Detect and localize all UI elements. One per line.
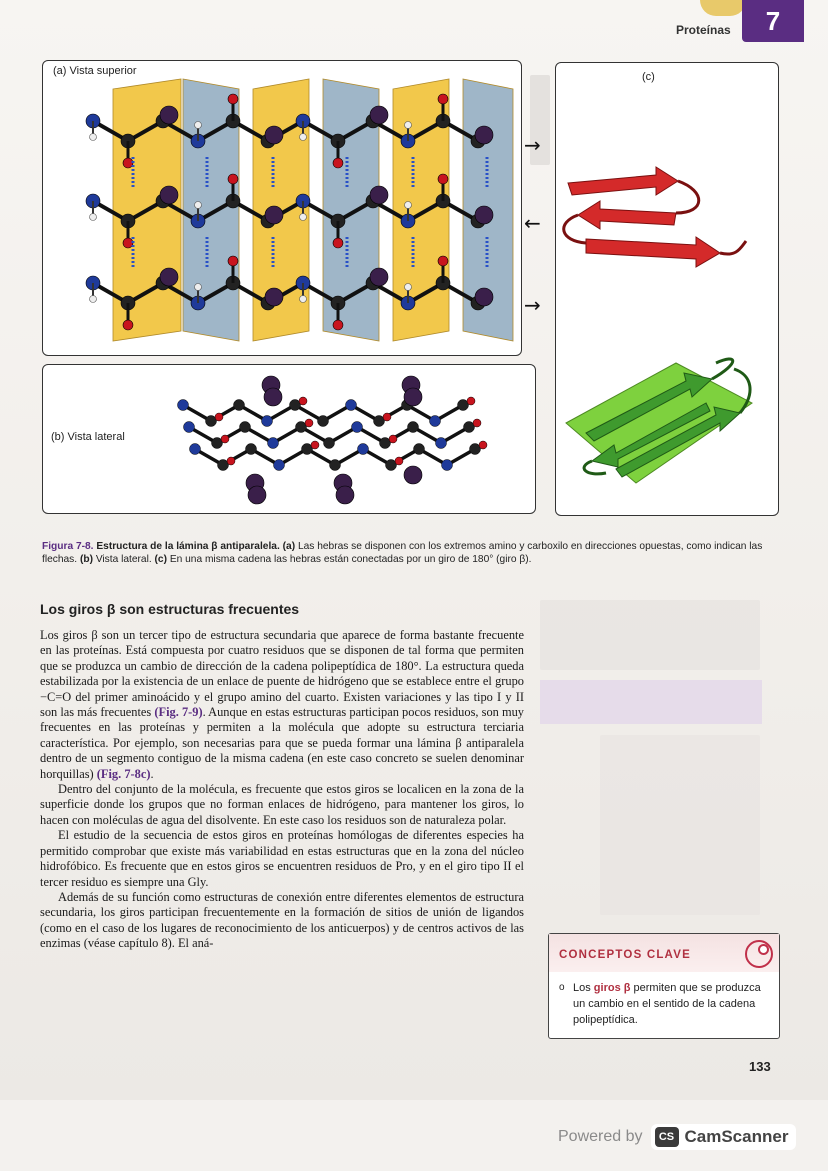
figure-panel-c [555,62,779,516]
caption-text-a: Las hebras se disponen con los extremos amino y carboxilo en direcciones opuestas, como indican las flechas. [42,541,763,565]
hydrogen-atom [90,214,97,221]
backbone-atom [268,438,279,449]
oxygen-atom [389,435,397,443]
side-chain-atom [370,186,388,204]
powered-by-text: Powered by [558,1128,643,1145]
backbone-atom [442,460,453,471]
camscanner-logo [651,1124,797,1150]
backbone-atom [358,444,369,455]
oxygen-atom [221,435,229,443]
hydrogen-atom [405,122,412,129]
oxygen-atom [311,441,319,449]
side-chain-atom [160,268,178,286]
green-sheet-hairpin [566,359,752,483]
key-concepts-box [548,933,780,1039]
show-through-band [540,680,762,724]
figure-panel-b [42,364,536,514]
hydrogen-atom [405,202,412,209]
backbone-atom [246,444,257,455]
backbone-atom [408,422,419,433]
side-chain-atom [370,106,388,124]
side-chain-atom [265,126,283,144]
key-concepts-title: CONCEPTOS CLAVE [559,949,691,961]
oxygen-atom [383,413,391,421]
oxygen-atom [333,238,343,248]
caption-text-b: Vista lateral. [95,554,152,565]
oxygen-atom [228,174,238,184]
oxygen-atom [467,397,475,405]
section-heading: Los giros β son estructuras frecuentes [40,601,300,617]
oxygen-atom [333,158,343,168]
camscanner-logo-icon: CS [655,1127,679,1147]
figure-title: Estructura de la lámina β antiparalela. [96,541,280,552]
hydrogen-atom [195,202,202,209]
hydrogen-atom [300,296,307,303]
backbone-atom [414,444,425,455]
figure-reference-7-9[interactable]: (Fig. 7-9) [154,705,203,720]
key-concept-term: giros β [593,982,631,994]
red-ribbon-hairpin [564,167,746,267]
side-chain-atom [160,186,178,204]
oxygen-atom [228,94,238,104]
paragraph-3: El estudio de la secuencia de estos giros en proteínas homólogas de diferentes especies ha permitido comprobar que existe más variabilidad en estas estructuras que en la zona del núcleo hidrofóbico. Es frecuente que en estos giros se encuentren residuos de Pro, y en el giro tipo II el tercer residuo es siempre una Gly. [40,828,524,889]
hydrogen-atom [300,134,307,141]
show-through-block [540,600,760,670]
caption-text-c: En una misma cadena las hebras están conectadas por un giro de 180° (giro β). [169,554,532,565]
chapter-number-tab: 7 [742,0,804,42]
oxygen-atom [395,457,403,465]
paragraph-1-text-c: . [150,766,154,781]
caption-tag-b: (b) [79,554,93,565]
oxygen-atom [479,441,487,449]
backbone-atom [436,438,447,449]
camscanner-watermark [558,1124,796,1150]
paragraph-4: Además de su función como estructuras de conexión entre diferentes elementos de estructura secundaria, los giros participan frecuentemente en la formación de sitios de unión de ligandos (como en el caso de los lugares de reconocimiento de los anticuerpos) y de centros activos de las enzimas (véase capítulo 8). El aná- [40,889,524,951]
oxygen-atom [438,174,448,184]
strand-direction-arrow: ← [524,211,541,235]
paragraph-2: Dentro del conjunto de la molécula, es frecuente que estos giros se localicen en la zona de la superficie donde los grupos que no forman enlaces de hidrógeno, para mantener los giros, lo hacen con moléculas de agua del disolvente. En este caso los residuos son de naturaleza polar. [40,782,524,827]
side-chain-atom [265,206,283,224]
paragraph-1-text-a: Los giros β son un tercer tipo de estructura secundaria que aparece de forma bastante frecuente en las proteínas. Está compuesta por cuatro residuos que se disponen de tal forma que permiten que se produzca un cambio de dirección de la cadena polipeptídica de 180°. La estructura queda estabilizada por la existencia de un enlace de puente de hidrógeno que se establece entre el grupo −C=O del primer aminoácido y el grupo amino del cuarto. Existen variaciones y las tipo I y II son las más frecuentes [40,628,524,720]
side-chain-atom [264,388,282,406]
bullet-icon: o [559,982,565,993]
oxygen-atom [228,256,238,266]
backbone-atom [430,416,441,427]
oxygen-atom [227,457,235,465]
figure-panel-a [42,60,522,356]
oxygen-atom [333,320,343,330]
hydrogen-atom [405,284,412,291]
backbone-atom [262,416,273,427]
figure-reference-7-8c[interactable]: (Fig. 7-8c) [96,766,151,781]
oxygen-atom [473,419,481,427]
backbone-atom [346,400,357,411]
backbone-atom [274,460,285,471]
oxygen-atom [299,397,307,405]
hydrogen-atom [300,214,307,221]
hydrogen-atom [90,296,97,303]
oxygen-atom [305,419,313,427]
side-chain-atom [336,486,354,504]
oxygen-atom [438,256,448,266]
backbone-atom [352,422,363,433]
camscanner-brand: CamScanner [684,1127,789,1146]
key-concept-item [559,980,769,1028]
side-chain-atom [160,106,178,124]
side-chain-atom [475,126,493,144]
key-concept-text-a: Los [573,982,594,994]
chapter-label: Proteínas [676,23,731,37]
oxygen-atom [438,94,448,104]
key-concept-text-b: permiten que se produzca un cambio en el sentido de la cadena polipeptídica. [573,982,761,1026]
figure-id: Figura 7-8. [42,541,94,552]
backbone-atom [240,422,251,433]
panel-c-label: (c) [642,71,655,83]
backbone-atom [330,460,341,471]
strand-direction-arrow: → [524,133,541,157]
side-chain-atom [475,288,493,306]
backbone-atom [178,400,189,411]
oxygen-atom [215,413,223,421]
side-chain-atom [404,388,422,406]
side-chain-atom [475,206,493,224]
caption-tag-c: (c) [154,554,167,565]
oxygen-atom [123,320,133,330]
side-chain-atom [404,466,422,484]
hydrogen-atom [195,284,202,291]
backbone-atom [234,400,245,411]
figure-caption [42,540,772,566]
backbone-atom [184,422,195,433]
panel-b-label: (b) Vista lateral [51,431,125,443]
paragraph-1-text-b: . Aunque en estas estructuras participan pocos residuos, son muy frecuentes en las proteínas y permiten a la molécula que adopte su estructura terciaria característica. Por ejemplo, son necesarias para que se pueda formar una lámina β antiparalela dentro de un segmento contiguo de la misma cadena (en este caso concreto se suelen denominar horquillas) [40,705,524,781]
backbone-atom [190,444,201,455]
backbone-atom [324,438,335,449]
side-chain-atom [370,268,388,286]
hydrogen-atom [195,122,202,129]
key-icon [745,940,773,968]
backbone-atom [318,416,329,427]
body-text [40,628,524,952]
key-concepts-header [549,934,779,972]
side-chain-atom [265,288,283,306]
paragraph-1 [40,628,524,782]
hairpin-ribbon-diagrams [556,63,778,515]
beta-sheet-top-view [43,61,521,355]
page-number: 133 [749,1059,771,1074]
side-chain-atom [248,486,266,504]
panel-a-label: (a) Vista superior [53,65,137,77]
show-through-block [600,735,760,915]
hydrogen-atom [90,134,97,141]
strand-direction-arrow: → [524,293,541,317]
caption-tag-a: (a) [282,541,296,552]
